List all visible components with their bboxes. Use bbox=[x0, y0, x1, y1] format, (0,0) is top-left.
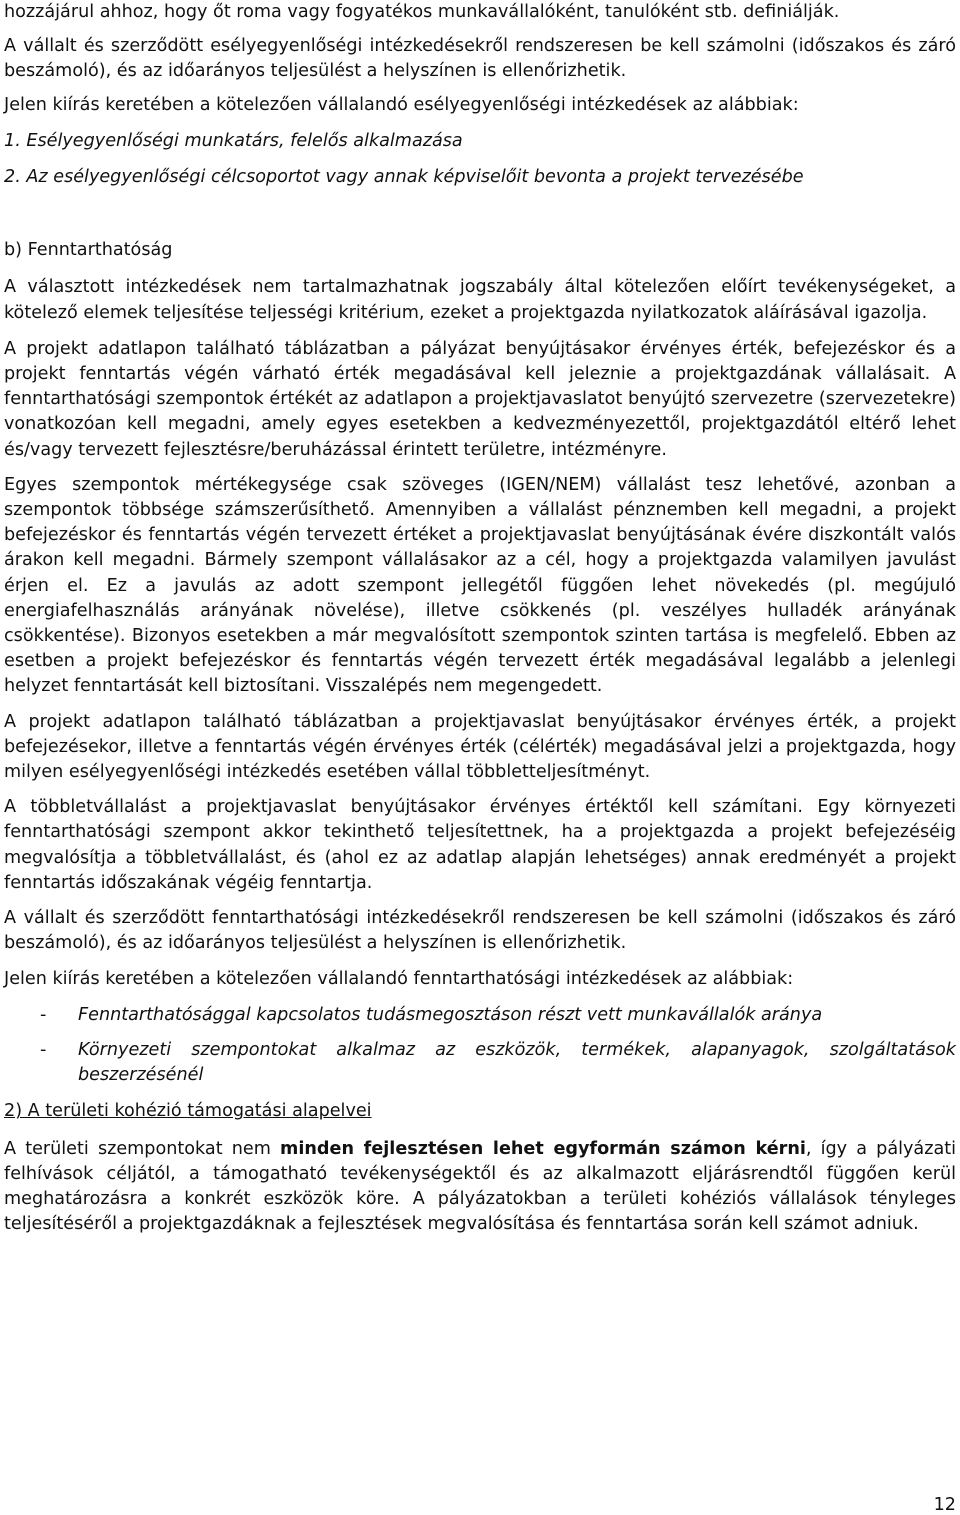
bullet-text: Környezeti szempontokat alkalmaz az eszközök, termékek, alapanyagok, szolgáltatások beszerzésénél bbox=[78, 1039, 956, 1086]
paragraph-continuation: hozzájárul ahhoz, hogy őt roma vagy fogyatékos munkavállalóként, tanulóként stb. definiálják. bbox=[4, 2, 840, 22]
paragraph-text: , így a pályázati felhívások céljától, a támogatható tevékenységektől és az alkalmazott eljárásrendtől függően kerül meghatározásra a konkrét eszközök köre. A pályázatokban a területi kohéziós vállalások tényleges teljesítéséről a projektgazdáknak a fejlesztések megvalósítása és fenntartása során kell számot adniuk. bbox=[4, 1138, 957, 1235]
section-heading-sustainability: b) Fenntarthatóság bbox=[4, 240, 173, 261]
paragraph-reporting: A vállalt és szerződött esélyegyenlőségi intézkedésekről rendszeresen be kell számolni (időszakos és záró beszámoló), és az időarányos teljesülést a helyszínen is ellenőrizhetik. bbox=[4, 36, 956, 82]
paragraph-selected-measures: A választott intézkedések nem tartalmazhatnak jogszabály által kötelezően előírt tevékenységeket, a kötelező elemek teljesítése teljességi kritérium, ezeket a projektgazda nyilatkozatok aláírásával igazolja. bbox=[4, 277, 956, 323]
list-item-2: 2. Az esélyegyenlőségi célcsoportot vagy annak képviselőit bevonta a projekt tervezésébe bbox=[4, 167, 804, 188]
paragraph-sustainability-reporting: A vállalt és szerződött fenntarthatósági intézkedésekről rendszeresen be kell számolni (időszakos és záró beszámoló), és az időarányos teljesülést a helyszínen is ellenőrizhetik. bbox=[4, 908, 956, 954]
bullet-dash: - bbox=[40, 1004, 47, 1025]
list-item-1: 1. Esélyegyenlőségi munkatárs, felelős alkalmazása bbox=[4, 130, 463, 151]
paragraph-sustainability-intro: Jelen kiírás keretében a kötelezően vállalandó fenntarthatósági intézkedések az alábbiak: bbox=[4, 968, 794, 989]
page-number: 12 bbox=[933, 1495, 956, 1515]
bullet-item-1 bbox=[4, 1003, 956, 1028]
document-page bbox=[4, 0, 956, 1237]
paragraph-units: Egyes szempontok mértékegysége csak szöveges (IGEN/NEM) vállalást tesz lehetővé, azonban a szempontok többsége számszerűsíthető. Amennyiben a vállalást pénznemben kell megadni, a projekt befejezéskor és fenntartás végén tervezett értéket a projektjavaslat benyújtásának évére diszkontált valós árakon kell megadni. Bármely szempont vállalásakor az a cél, hogy a projektgazda valamilyen javulást érjen el. Ez a javulás az adott szempont jellegétől függően lehet növekedés (pl. megújuló energiafelhasználás arányának növelése), illetve csökkenés (pl. veszélyes hulladék arányának csökkentése). Bizonyos esetekben a már megvalósított szempontok szinten tartása is megfelelő. Ebben az esetben a projekt befejezéskor és fenntartás végén tervezett érték megadásával legalább a jelenlegi helyzet fenntartását kell biztosítani. Visszalépés nem megengedett. bbox=[4, 474, 956, 697]
bullet-dash: - bbox=[40, 1039, 47, 1060]
bullet-item-2 bbox=[4, 1038, 956, 1088]
bullet-text: Fenntarthatósággal kapcsolatos tudásmegosztáson részt vett munkavállalók aránya bbox=[78, 1004, 823, 1025]
paragraph-extra-performance: A projekt adatlapon található táblázatban a projektjavaslat benyújtásakor érvényes érték, a projekt befejezésekor, illetve a fenntartás végén érvényes érték (célérték) megadásával jelzi a projektgazda, hogy milyen esélyegyenlőségi intézkedés esetében vállal többletteljesítményt. bbox=[4, 711, 956, 783]
paragraph-extra-commitment: A többletvállalást a projektjavaslat benyújtásakor érvényes értéktől kell számítani. Egy környezeti fenntarthatósági szempont akkor tekinthető teljesítettnek, ha a projektgazda a projekt befejezéséig megvalósítja a többletvállalást, és (ahol ez az adatlap alapján lehetséges) annak eredményét a projekt fenntartás időszakának végéig fenntartja. bbox=[4, 797, 956, 893]
bold-phrase: minden fejlesztésen lehet egyformán számon kérni bbox=[280, 1138, 806, 1159]
paragraph-text: A területi szempontokat nem bbox=[4, 1138, 281, 1159]
paragraph-mandatory-intro: Jelen kiírás keretében a kötelezően vállalandó esélyegyenlőségi intézkedések az alábbiak: bbox=[4, 94, 799, 115]
paragraph-datasheet-table: A projekt adatlapon található táblázatban a pályázat benyújtásakor érvényes érték, befejezéskor és a projekt fenntartás végén várható érték megadásával kell jeleznie a projektgazdának vállalásait. A fenntarthatósági szempontok értékét az adatlapon a projektjavaslatot benyújtó szervezetre (szervezetekre) vonatkozóan kell megadni, amely egyes esetekben a kedvezményezettől, projektgazdától eltérő lehet és/vagy tervezett fejlesztésre/beruházással érintett területre, intézményre. bbox=[4, 338, 956, 460]
section-heading-territorial-cohesion: 2) A területi kohézió támogatási alapelvei bbox=[4, 1101, 372, 1122]
paragraph-territorial bbox=[4, 1137, 956, 1238]
